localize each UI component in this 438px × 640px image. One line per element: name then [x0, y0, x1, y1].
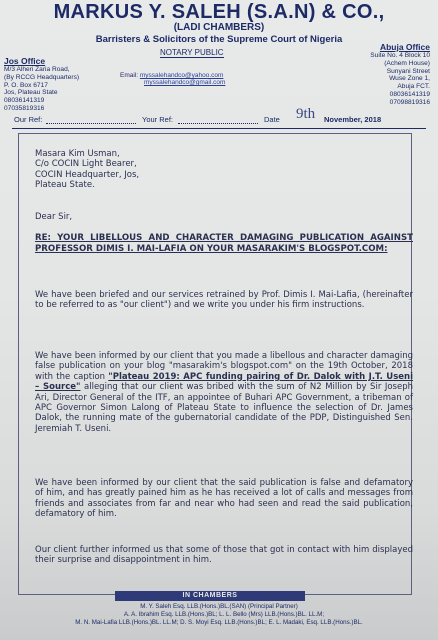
blog-caption: "Plateau 2019: APC funding pairing of Dr. Dalok with J.T. Useni – Source" — [35, 371, 413, 393]
notary-label: NOTARY PUBLIC — [160, 48, 224, 57]
principal-partner: M. Y. Saleh Esq. LLB.(Hons.)BL.(SAN) (Principal Partner) — [140, 603, 298, 610]
jos-office-phone: 08036141319 — [4, 97, 45, 105]
date-month-year: November, 2018 — [324, 115, 382, 124]
date-day: 9th — [296, 106, 316, 122]
paragraph-2 — [35, 351, 413, 434]
salutation: Dear Sir, — [35, 212, 73, 222]
jos-office-line: Jos, Plateau State — [4, 89, 58, 97]
abuja-office-phone: 08036141319 — [389, 90, 430, 98]
address-line: Masara Kim Usman, — [35, 149, 120, 159]
your-ref-line — [178, 123, 258, 124]
email-block — [120, 72, 225, 86]
recipient-address — [35, 149, 413, 191]
jos-office-line: (By RCCG Headquarters) — [4, 73, 80, 81]
our-ref-line — [46, 123, 136, 124]
jos-office-phone: 07035819316 — [4, 104, 45, 112]
abuja-office-title: Abuja Office — [379, 42, 430, 52]
email-label: Email: — [120, 72, 139, 79]
email-link[interactable]: myssalehandco@gmail.com — [144, 79, 226, 86]
firm-tagline: Barristers & Solicitors of the Supreme Court of Nigeria — [95, 34, 343, 45]
in-chambers-banner: IN CHAMBERS — [115, 591, 305, 601]
email-link[interactable]: myssalehandco@yahoo.com — [139, 72, 224, 79]
date-label: Date — [264, 115, 280, 124]
abuja-office-line: Sunyani Street — [386, 67, 430, 75]
paragraph-4: Our client further informed us that some of those that got in contact with him displayed their surprise and disappointment in him. — [35, 545, 413, 566]
partners-line: A. A. Ibrahim Esq. LLB.(Hons.)BL; L. L. Bello (Mrs) LLB.(Hons.)BL. LL.M; — [123, 610, 325, 618]
address-line: COCIN Headquarter, Jos, — [35, 169, 140, 180]
chambers-name: (LADI CHAMBERS) — [173, 22, 265, 33]
partners-list — [0, 603, 438, 626]
abuja-office-phone: 07098819316 — [389, 98, 430, 106]
paragraph-2-text: We have been informed by our client that you made a libellous and character damaging false publication on your blog "masarakim's blogspot.com" on the 19th October, 2018 with the caption — [35, 351, 413, 382]
paragraph-2-text: alleging that our client was bribed with the sum of N2 Million by Sir Joseph Ari, Director General of the ITF, an appointee of Buhari APC Government, a tribeman of APC Governor Simon Lalong of Plateau State to influence the selection of Dr. James Dalok, the running mate of the gubernatorial candidate of the PDP, Distinguished Sen. Jeremiah T. Useni. — [35, 382, 413, 434]
abuja-office-line: Abuja FCT. — [397, 83, 430, 91]
our-ref-label: Our Ref: — [14, 115, 43, 124]
header-rule — [12, 128, 426, 129]
jos-office-title: Jos Office — [4, 56, 46, 66]
your-ref-label: Your Ref: — [142, 115, 173, 124]
address-line: Plateau State. — [35, 180, 95, 191]
paragraph-3: We have been informed by our client that the said publication is false and defamatory of him, and has greatly pained him as he has received a lot of calls and messages from friends and associates from far and near who had seen and read the said publication, defamatory of him. — [35, 478, 413, 520]
paragraph-1: We have been briefed and our services retrained by Prof. Dimis I. Mai-Lafia, (hereinafter to be referred to as "our client") and we write you under his firm instructions. — [35, 290, 413, 311]
jos-office-block — [4, 56, 79, 113]
partners-line: M. N. Mai-Lafia LLB.(Hons.)BL. LL.M; D. S. Moyi Esq. LLB.(Hons.)BL; E. L. Madaki, Esq. LLB.(Hons.)BL. — [75, 618, 363, 626]
subject-line: RE: YOUR LIBELLOUS AND CHARACTER DAMAGING PUBLICATION AGAINST PROFESSOR DIMIS I. MAI-LAFIA ON YOUR MASARAKIM'S BLOGSPOT.COM: — [35, 233, 413, 254]
abuja-office-line: Suite No. 4 Block 10 — [370, 52, 430, 59]
jos-office-line: M/3 Alheri Zaria Road, — [4, 66, 70, 73]
jos-office-line: P. O. Box 6717 — [4, 81, 48, 89]
abuja-office-line: Wuse Zone 1, — [389, 75, 430, 83]
abuja-office-block — [370, 42, 430, 107]
firm-name: MARKUS Y. SALEH (S.A.N) & CO., — [53, 1, 385, 23]
abuja-office-line: (Achem House) — [384, 59, 430, 67]
address-line: C/o COCIN Light Bearer, — [35, 159, 137, 170]
